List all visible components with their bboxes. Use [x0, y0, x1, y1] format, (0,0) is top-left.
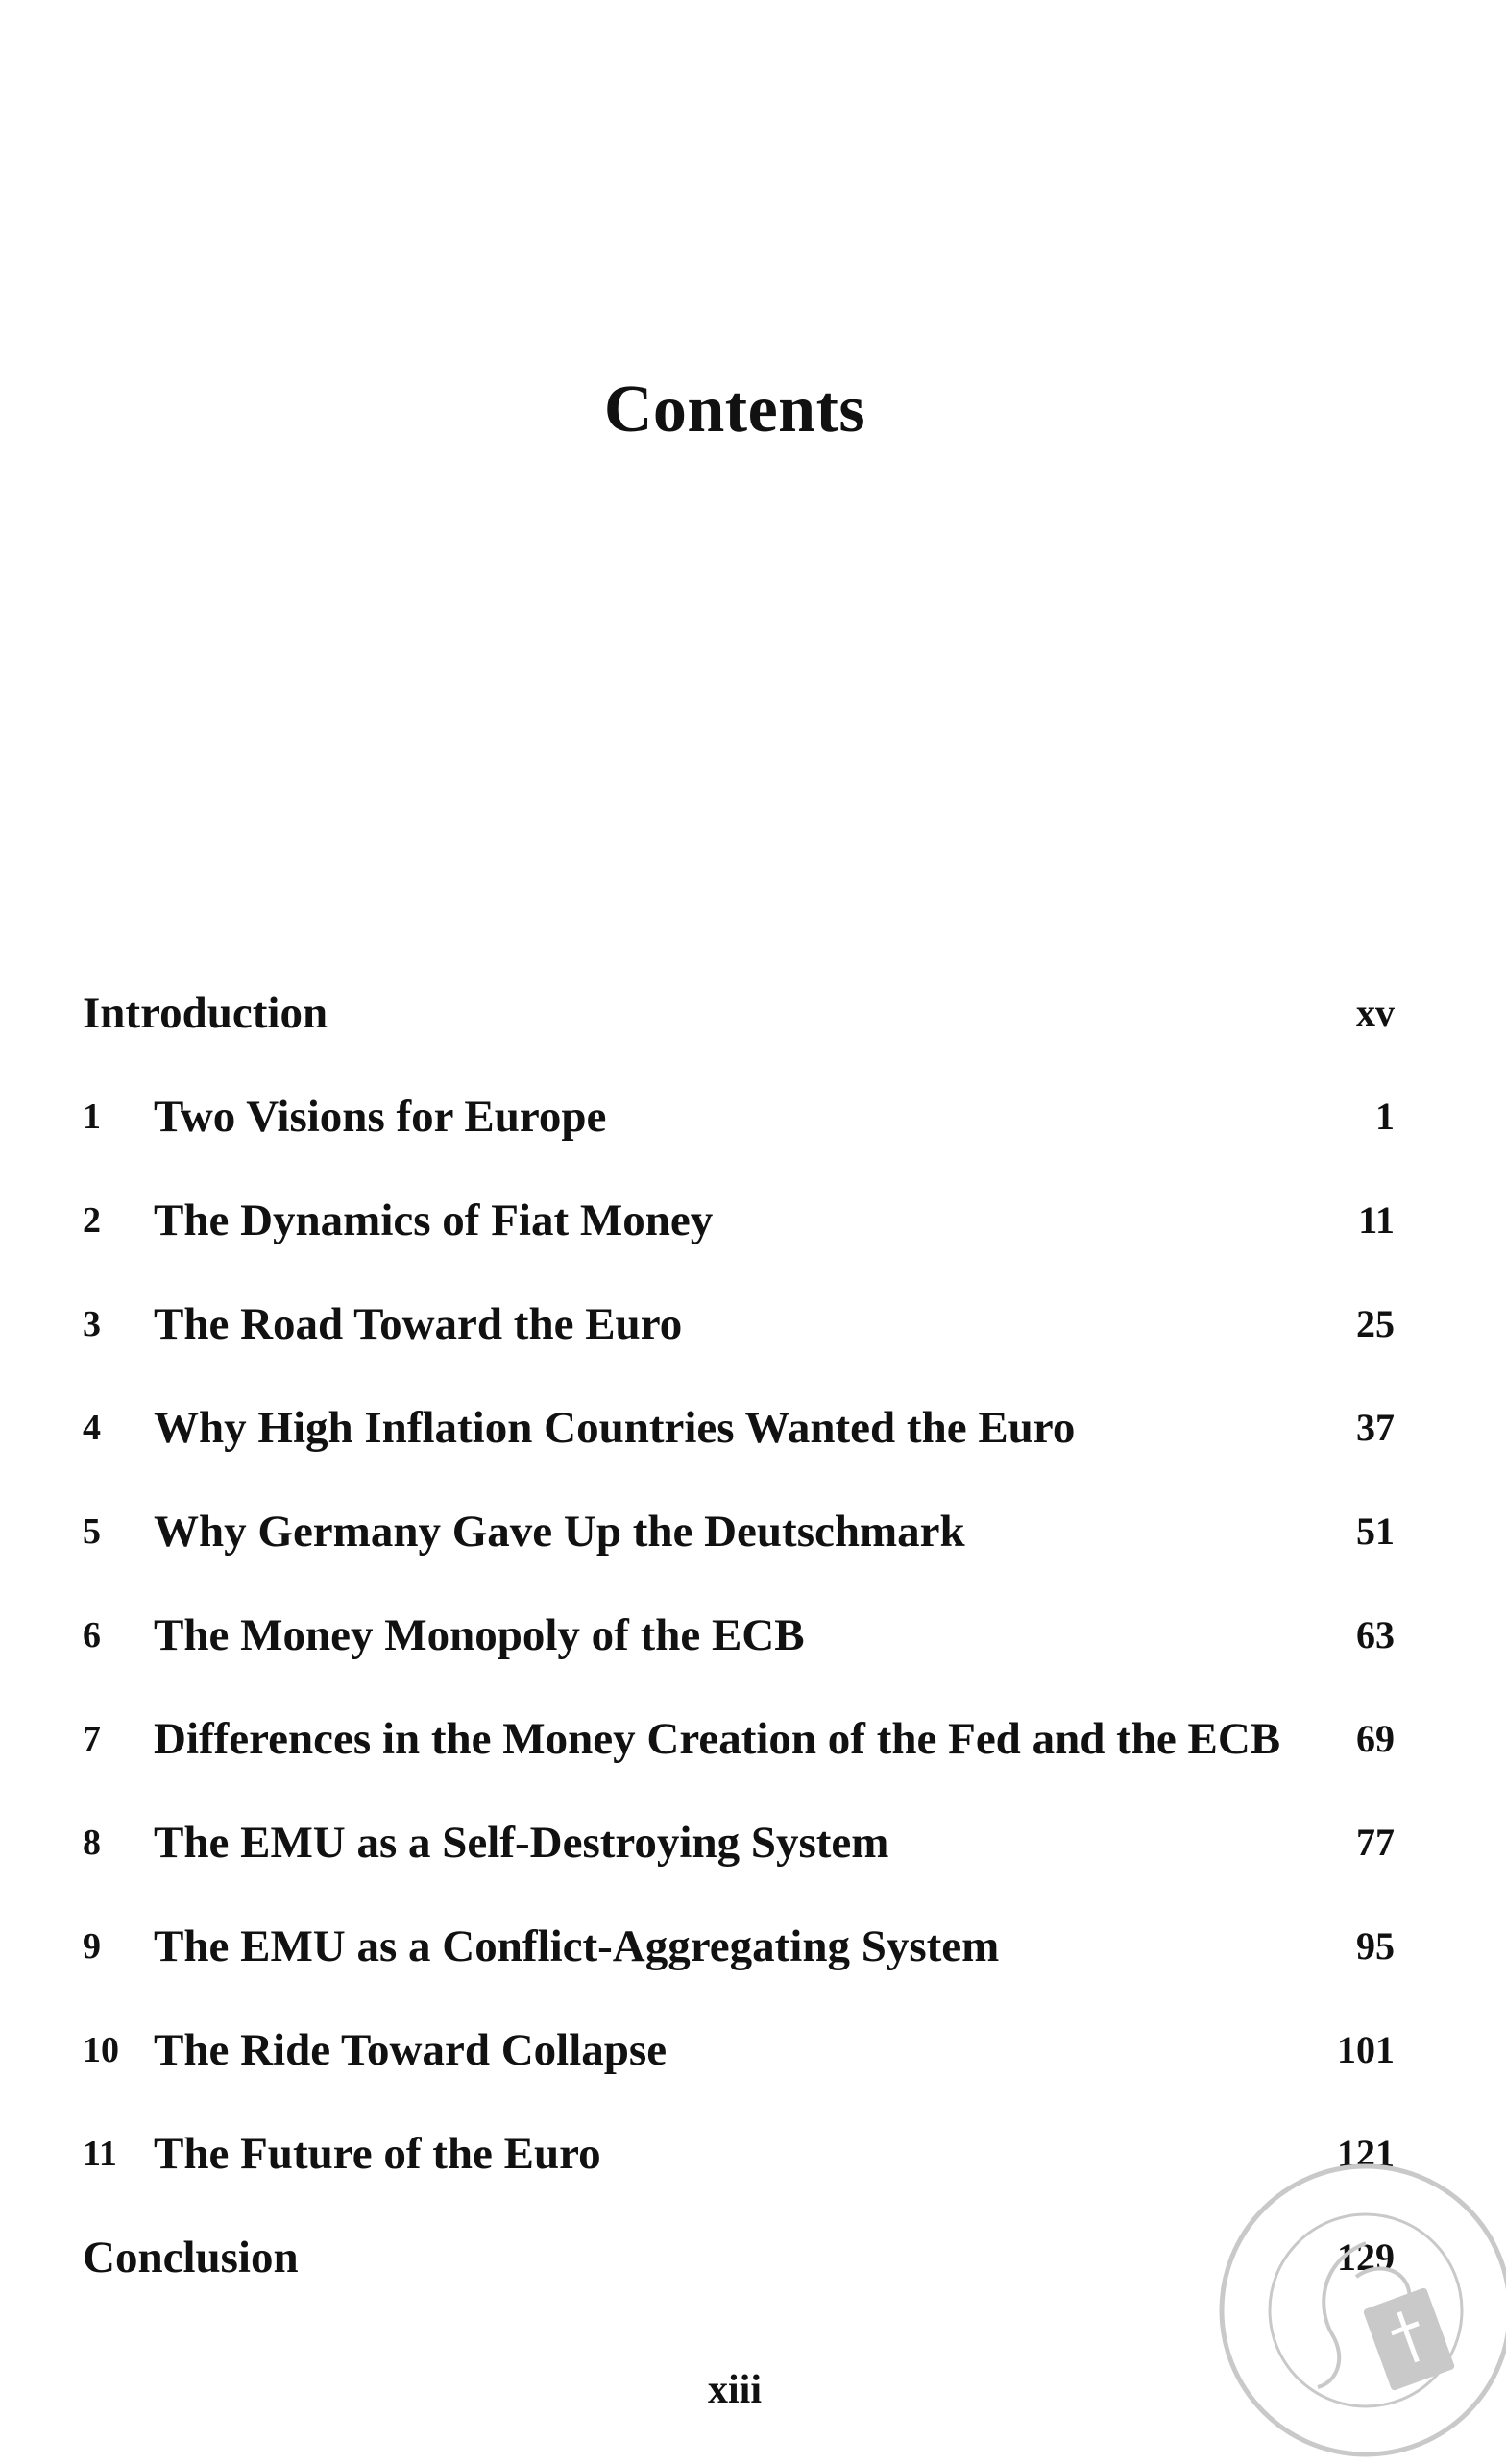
toc-entry-title: The Road Toward the Euro — [154, 1299, 683, 1349]
toc-entry-title: The Ride Toward Collapse — [154, 2025, 668, 2075]
toc-entry-number: 5 — [83, 1511, 101, 1552]
toc-entry-chapter-10[interactable] — [83, 2012, 1395, 2089]
toc-entry-number: 7 — [83, 1719, 101, 1759]
toc-entry-page: 121 — [1337, 2132, 1395, 2175]
toc-entry-chapter-6[interactable] — [83, 1597, 1395, 1674]
toc-entry-chapter-4[interactable] — [83, 1389, 1395, 1466]
toc-entry-number: 11 — [83, 2134, 117, 2174]
toc-entry-page: 63 — [1356, 1613, 1395, 1656]
toc-entry-chapter-8[interactable] — [83, 1804, 1395, 1881]
toc-entry-title: The Dynamics of Fiat Money — [154, 1196, 714, 1245]
toc-entry-conclusion[interactable] — [83, 2219, 1395, 2296]
toc-entry-page: 69 — [1356, 1717, 1395, 1760]
toc-entry-number: 8 — [83, 1823, 101, 1863]
toc-entry-number: 9 — [83, 1926, 101, 1967]
toc-entry-page: xv — [1356, 991, 1395, 1034]
toc-entry-title: Why Germany Gave Up the Deutschmark — [154, 1507, 965, 1557]
toc-entry-title: Differences in the Money Creation of the Fed and the ECB — [154, 1714, 1281, 1764]
toc-entry-number: 2 — [83, 1200, 101, 1241]
toc-entry-title: Introduction — [83, 988, 328, 1038]
toc-entry-number: 1 — [83, 1097, 101, 1137]
toc-entry-chapter-3[interactable] — [83, 1286, 1395, 1363]
toc-entry-title: The Future of the Euro — [154, 2129, 601, 2179]
page-title: Contents — [603, 372, 866, 447]
toc-entry-page: 37 — [1356, 1406, 1395, 1449]
page-number: xiii — [707, 2368, 762, 2412]
toc-entry-number: 6 — [83, 1615, 101, 1655]
toc-entry-number: 3 — [83, 1304, 101, 1344]
toc-entry-number: 10 — [83, 2030, 119, 2070]
bookseller-watermark-seal-icon — [1212, 2157, 1506, 2464]
toc-entry-title: The EMU as a Self-Destroying System — [154, 1818, 889, 1868]
toc-entry-chapter-7[interactable] — [83, 1701, 1395, 1777]
toc-entry-page: 77 — [1356, 1821, 1395, 1864]
toc-entry-page: 101 — [1337, 2028, 1395, 2071]
toc-entry-chapter-5[interactable] — [83, 1493, 1395, 1570]
toc-entry-page: 25 — [1356, 1302, 1395, 1345]
toc-entry-chapter-1[interactable] — [83, 1078, 1395, 1155]
toc-entry-chapter-11[interactable] — [83, 2115, 1395, 2192]
toc-entry-page: 129 — [1337, 2235, 1395, 2279]
toc-entry-chapter-2[interactable] — [83, 1182, 1395, 1259]
toc-entry-title: The Money Monopoly of the ECB — [154, 1610, 805, 1660]
toc-entry-page: 51 — [1356, 1510, 1395, 1553]
toc-entry-title: Conclusion — [83, 2233, 299, 2283]
toc-entry-page: 95 — [1356, 1924, 1395, 1968]
toc-entry-title: Why High Inflation Countries Wanted the Euro — [154, 1403, 1076, 1453]
toc-entry-title: The EMU as a Conflict-Aggregating System — [154, 1921, 1000, 1971]
toc-entry-page: 11 — [1358, 1198, 1395, 1242]
toc-entry-title: Two Visions for Europe — [154, 1092, 607, 1142]
toc-entry-page: 1 — [1375, 1095, 1395, 1138]
toc-entry-number: 4 — [83, 1408, 101, 1448]
toc-entry-introduction[interactable] — [83, 975, 1395, 1051]
toc-entry-chapter-9[interactable] — [83, 1908, 1395, 1985]
